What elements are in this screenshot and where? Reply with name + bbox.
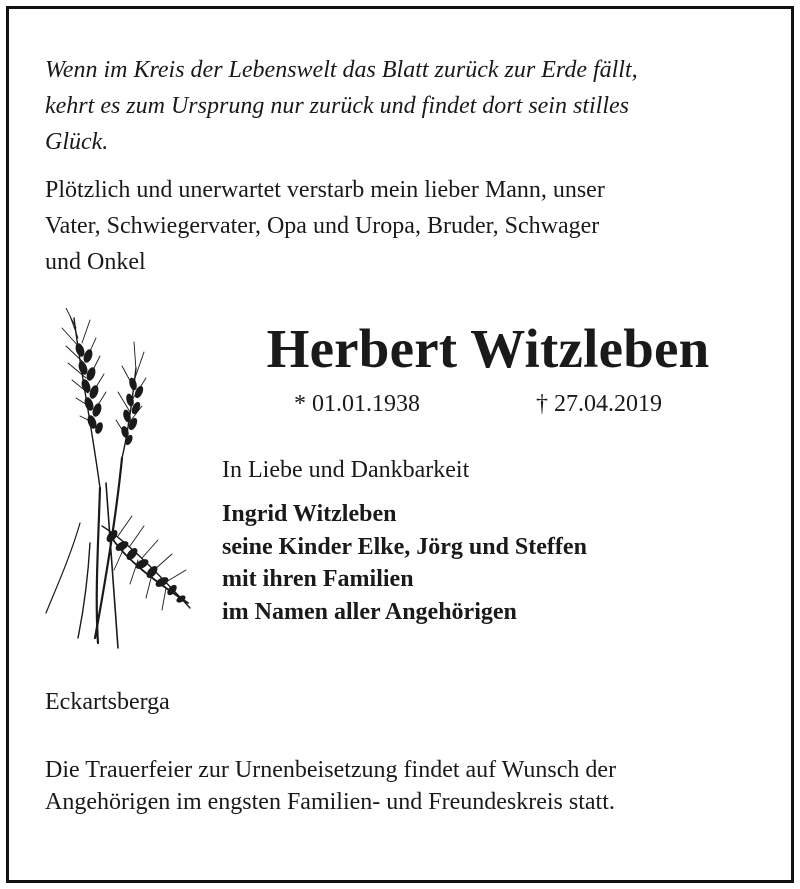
poem-line: kehrt es zum Ursprung nur zurück und findet dort sein stilles	[45, 93, 629, 119]
gratitude-line: In Liebe und Dankbarkeit	[222, 457, 470, 483]
funeral-note	[45, 754, 765, 818]
memorial-poem	[45, 52, 765, 160]
place-name: Eckartsberga	[45, 689, 170, 715]
announcement-line: und Onkel	[45, 249, 146, 275]
wheat-ears-icon	[40, 308, 200, 653]
poem-line: Wenn im Kreis der Lebenswelt das Blatt zurück zur Erde fällt,	[45, 57, 638, 83]
mourner-entry: im Namen aller Angehörigen	[222, 598, 517, 625]
mourner-entry: Ingrid Witzleben	[222, 501, 397, 527]
mourners-list	[222, 498, 587, 628]
mourner-entry: mit ihren Familien	[222, 566, 414, 592]
note-line: Die Trauerfeier zur Urnenbeisetzung findet auf Wunsch der	[45, 757, 617, 783]
note-line: Angehörigen im engsten Familien- und Freundeskreis statt.	[45, 789, 615, 815]
death-date: † 27.04.2019	[536, 391, 662, 417]
poem-line: Glück.	[45, 129, 109, 155]
mourner-entry: seine Kinder Elke, Jörg und Steffen	[222, 533, 587, 560]
deceased-name: Herbert Witzleben	[266, 318, 710, 379]
birth-date: * 01.01.1938	[294, 391, 420, 417]
death-announcement	[45, 172, 765, 280]
announcement-line: Vater, Schwiegervater, Opa und Uropa, Bruder, Schwager	[45, 213, 600, 239]
announcement-line: Plötzlich und unerwartet verstarb mein lieber Mann, unser	[45, 177, 605, 203]
